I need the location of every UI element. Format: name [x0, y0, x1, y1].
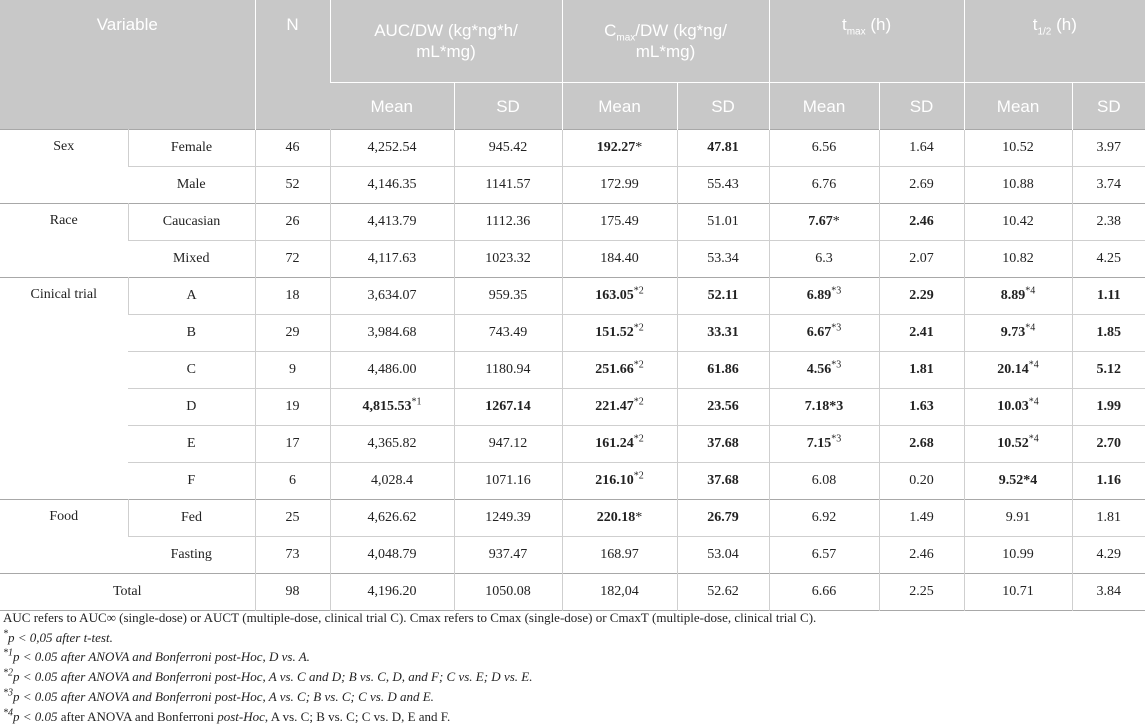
thalf-sd-cell: 3.97 — [1072, 130, 1145, 167]
header-auc-line2: mL*mg) — [416, 42, 476, 61]
row-label: A — [128, 278, 255, 315]
tmax-sd-cell: 1.64 — [879, 130, 964, 167]
significance-mark: *2 — [633, 433, 644, 445]
n-cell: 19 — [255, 389, 330, 426]
table-row — [0, 278, 1145, 315]
footnote-ttest — [3, 628, 1143, 648]
thalf-sd-cell: 1.11 — [1072, 278, 1145, 315]
significance-mark: *2 — [633, 470, 644, 482]
cmax-mean-value: 221.47 — [595, 399, 634, 414]
header-thalf-t: t — [1032, 15, 1038, 34]
footnote-anova-1 — [3, 647, 1143, 667]
thalf-sd-cell: 1.85 — [1072, 315, 1145, 352]
cmax-sd-cell: 23.56 — [677, 389, 769, 426]
cmax-sd-cell: 52.62 — [677, 574, 769, 611]
thalf-sd-cell: 1.99 — [1072, 389, 1145, 426]
tmax-mean-cell — [769, 278, 879, 315]
tmax-mean-cell: 6.92 — [769, 500, 879, 537]
footnote-mark: * — [3, 628, 8, 640]
tmax-sd-cell: 2.25 — [879, 574, 964, 611]
header-thalf-rest: (h) — [1051, 15, 1077, 34]
header-cmax — [562, 0, 769, 83]
significance-mark: *2 — [633, 359, 644, 371]
significance-mark: *3 — [831, 433, 842, 445]
auc-sd-cell: 1180.94 — [454, 352, 562, 389]
cmax-mean-value: 161.24 — [595, 436, 634, 451]
row-label: Mixed — [172, 251, 210, 266]
cmax-mean-cell — [562, 278, 677, 315]
thalf-sd-cell: 2.38 — [1072, 204, 1145, 241]
tmax-sd-cell: 2.69 — [879, 167, 964, 204]
auc-sd-cell: 945.42 — [454, 130, 562, 167]
cmax-mean-cell: 172.99 — [562, 167, 677, 204]
thalf-mean-cell: 10.88 — [964, 167, 1072, 204]
cmax-sd-cell: 52.11 — [677, 278, 769, 315]
n-cell: 72 — [255, 241, 330, 278]
table-row — [0, 315, 1145, 352]
auc-mean-cell: 4,365.82 — [330, 426, 454, 463]
row-label: F — [187, 473, 196, 488]
header-variable: Variable — [0, 0, 255, 130]
thalf-sd-cell: 4.25 — [1072, 241, 1145, 278]
auc-sd-header: SD — [454, 83, 562, 130]
tmax-mean-cell — [769, 426, 879, 463]
tmax-mean-cell: 6.57 — [769, 537, 879, 574]
significance-mark: * — [635, 140, 643, 155]
header-thalf-sub: 1/2 — [1037, 26, 1052, 38]
cmax-mean-cell — [562, 426, 677, 463]
cmax-mean-value: 163.05 — [595, 288, 634, 303]
cmax-mean-cell — [562, 352, 677, 389]
auc-sd-cell: 959.35 — [454, 278, 562, 315]
cmax-mean-cell: 175.49 — [562, 204, 677, 241]
tmax-mean-cell: 6.66 — [769, 574, 879, 611]
n-cell: 9 — [255, 352, 330, 389]
header-n: N — [255, 0, 330, 130]
footnote-auc-definition: AUC refers to AUC∞ (single-dose) or AUCƬ (multiple-dose, clinical trial C). Cmax refers to Cmax (single-dose) or CmaxƬ (multiple-dose, clinical trial C). — [3, 610, 817, 625]
thalf-mean-cell: 10.82 — [964, 241, 1072, 278]
auc-mean-cell: 3,984.68 — [330, 315, 454, 352]
significance-mark: *4 — [1028, 396, 1039, 408]
row-label: D — [186, 399, 197, 414]
header-tmax-t: t — [841, 15, 847, 34]
row-label: C — [186, 362, 196, 377]
cmax-mean-value: 251.66 — [595, 362, 634, 377]
auc-mean-cell: 4,413.79 — [330, 204, 454, 241]
auc-mean-cell: 4,048.79 — [330, 537, 454, 574]
auc-sd-cell: 1249.39 — [454, 500, 562, 537]
thalf-mean-cell: 9.91 — [964, 500, 1072, 537]
thalf-mean-header: Mean — [964, 83, 1072, 130]
footnote-anova-3 — [3, 687, 1143, 707]
thalf-mean-value: 8.89 — [1000, 288, 1026, 303]
footnote-mark: *3 — [3, 687, 13, 699]
tmax-mean-cell — [769, 204, 879, 241]
auc-sd-cell: 937.47 — [454, 537, 562, 574]
footnote-mark: *2 — [3, 667, 13, 679]
footnote-text: p < 0.05 after ANOVA and Bonferroni post-Hoc, A vs. C and D; B vs. C, D, and F; C vs. E; D vs. E. — [13, 669, 533, 685]
header-thalf — [964, 0, 1145, 83]
tmax-sd-header: SD — [879, 83, 964, 130]
auc-mean-header: Mean — [330, 83, 454, 130]
tmax-mean-cell: 6.3 — [769, 241, 879, 278]
table-row — [0, 352, 1145, 389]
cmax-mean-value: 216.10 — [595, 473, 634, 488]
thalf-mean-cell — [964, 389, 1072, 426]
auc-mean-cell: 4,146.35 — [330, 167, 454, 204]
significance-mark: *1 — [411, 396, 422, 408]
cmax-mean-cell: 168.97 — [562, 537, 677, 574]
tmax-mean-cell: 6.08 — [769, 463, 879, 500]
significance-mark: *2 — [633, 322, 644, 334]
n-cell: 29 — [255, 315, 330, 352]
thalf-mean-cell: 10.99 — [964, 537, 1072, 574]
auc-mean-cell: 3,634.07 — [330, 278, 454, 315]
auc-sd-cell: 947.12 — [454, 426, 562, 463]
thalf-mean-cell — [964, 352, 1072, 389]
auc-mean-cell: 4,486.00 — [330, 352, 454, 389]
cmax-mean-cell — [562, 500, 677, 537]
thalf-sd-cell: 1.81 — [1072, 500, 1145, 537]
cmax-mean-value: 220.18 — [596, 510, 636, 525]
thalf-sd-cell: 3.84 — [1072, 574, 1145, 611]
cmax-mean-cell — [562, 389, 677, 426]
cmax-sd-cell: 47.81 — [677, 130, 769, 167]
significance-mark: *3 — [831, 359, 842, 371]
tmax-mean-cell: 6.56 — [769, 130, 879, 167]
group-clinical-trial: Cinical trial — [30, 287, 97, 302]
tmax-mean-value: 6.89 — [806, 288, 832, 303]
tmax-mean-value: 6.67 — [806, 325, 832, 340]
header-tmax — [769, 0, 964, 83]
cmax-sd-cell: 55.43 — [677, 167, 769, 204]
footnote-mark: *1 — [3, 648, 13, 660]
footnote-text: p < 0.05 after ANOVA and Bonferroni post-Hoc, A vs. C; B vs. C; C vs. D and E. — [13, 688, 434, 704]
row-label: Fed — [128, 500, 255, 537]
thalf-sd-cell: 3.74 — [1072, 167, 1145, 204]
auc-mean-cell: 4,626.62 — [330, 500, 454, 537]
significance-mark: * — [832, 214, 840, 229]
tmax-mean-cell — [769, 352, 879, 389]
thalf-mean-value: 10.03 — [997, 399, 1029, 414]
thalf-mean-value: 10.52 — [997, 436, 1029, 451]
footnote-text: p < 0.05 after ANOVA and Bonferroni post-Hoc, D vs. A. — [13, 649, 310, 665]
auc-sd-cell: 1071.16 — [454, 463, 562, 500]
thalf-mean-cell: 10.42 — [964, 204, 1072, 241]
significance-mark: *4 — [1028, 359, 1039, 371]
n-cell: 18 — [255, 278, 330, 315]
cmax-mean-value: 151.52 — [595, 325, 634, 340]
cmax-sd-cell: 33.31 — [677, 315, 769, 352]
footnote-posthoc: post-Hoc — [217, 708, 265, 724]
auc-sd-cell: 1023.32 — [454, 241, 562, 278]
significance-mark: *2 — [633, 396, 644, 408]
tmax-sd-cell: 2.46 — [879, 537, 964, 574]
table-row — [0, 463, 1145, 500]
row-label: E — [186, 436, 196, 451]
table-row — [0, 389, 1145, 426]
header-cmax-rest: /DW (kg*ng/ — [635, 21, 727, 40]
footnote-text: after ANOVA and Bonferroni — [57, 708, 218, 724]
n-cell: 98 — [255, 574, 330, 611]
footnote-anova-4 — [3, 707, 1143, 726]
tmax-mean-value: 4.56 — [806, 362, 832, 377]
group-food: Food — [49, 509, 79, 524]
significance-mark: *3 — [831, 285, 842, 297]
tmax-sd-cell: 0.20 — [879, 463, 964, 500]
tmax-sd-cell: 2.29 — [879, 278, 964, 315]
auc-sd-cell: 1112.36 — [454, 204, 562, 241]
row-label: Male — [176, 177, 206, 192]
cmax-sd-cell: 37.68 — [677, 463, 769, 500]
n-cell: 26 — [255, 204, 330, 241]
group-race: Race — [49, 213, 78, 228]
thalf-mean-cell: 10.52 — [964, 130, 1072, 167]
cmax-sd-cell: 51.01 — [677, 204, 769, 241]
auc-mean-cell: 4,028.4 — [330, 463, 454, 500]
auc-sd-cell: 1141.57 — [454, 167, 562, 204]
thalf-sd-cell: 5.12 — [1072, 352, 1145, 389]
tmax-mean-value: 7.15 — [806, 436, 832, 451]
tmax-mean-cell: 6.76 — [769, 167, 879, 204]
n-cell: 17 — [255, 426, 330, 463]
cmax-mean-header: Mean — [562, 83, 677, 130]
n-cell: 46 — [255, 130, 330, 167]
row-label: Female — [128, 130, 255, 167]
auc-mean-value: 4,815.53 — [362, 399, 412, 414]
header-tmax-sub: max — [846, 26, 866, 38]
cmax-mean-value: 192.27 — [596, 140, 636, 155]
tmax-mean-cell — [769, 315, 879, 352]
footnote-anova-2 — [3, 667, 1143, 687]
header-row — [0, 0, 1145, 83]
cmax-sd-header: SD — [677, 83, 769, 130]
auc-mean-cell — [330, 389, 454, 426]
cmax-sd-cell: 61.86 — [677, 352, 769, 389]
footnote-text: p < 0,05 after t-test. — [8, 629, 113, 645]
header-auc — [330, 0, 562, 83]
auc-sd-cell: 1050.08 — [454, 574, 562, 611]
total-row — [0, 574, 1145, 611]
tmax-mean-cell: 7.18*3 — [769, 389, 879, 426]
n-cell: 6 — [255, 463, 330, 500]
significance-mark: *4 — [1025, 322, 1036, 334]
significance-mark: * — [635, 510, 643, 525]
thalf-sd-header: SD — [1072, 83, 1145, 130]
tmax-sd-cell: 2.41 — [879, 315, 964, 352]
auc-mean-cell: 4,196.20 — [330, 574, 454, 611]
header-tmax-rest: (h) — [865, 15, 892, 34]
cmax-sd-cell: 53.04 — [677, 537, 769, 574]
auc-sd-cell: 743.49 — [454, 315, 562, 352]
table-row — [0, 204, 1145, 241]
cmax-mean-cell — [562, 463, 677, 500]
thalf-mean-cell: 9.52*4 — [964, 463, 1072, 500]
header-cmax-sub: max — [616, 32, 636, 44]
header-cmax-line2: mL*mg) — [635, 42, 696, 61]
thalf-mean-cell — [964, 315, 1072, 352]
cmax-mean-cell: 184.40 — [562, 241, 677, 278]
n-cell: 73 — [255, 537, 330, 574]
thalf-sd-cell: 2.70 — [1072, 426, 1145, 463]
thalf-sd-cell: 1.16 — [1072, 463, 1145, 500]
thalf-mean-cell — [964, 278, 1072, 315]
table-row — [0, 130, 1145, 167]
tmax-mean-value: 7.67 — [808, 214, 833, 229]
group-sex: Sex — [53, 139, 75, 154]
table-row — [0, 241, 1145, 278]
significance-mark: *2 — [633, 285, 644, 297]
significance-mark: *4 — [1028, 433, 1039, 445]
cmax-sd-cell: 53.34 — [677, 241, 769, 278]
auc-sd-cell: 1267.14 — [454, 389, 562, 426]
thalf-mean-value: 9.73 — [1000, 325, 1026, 340]
header-cmax-c: C — [604, 21, 617, 40]
tmax-sd-cell: 2.46 — [879, 204, 964, 241]
tmax-sd-cell: 1.49 — [879, 500, 964, 537]
table-footnotes — [3, 608, 1143, 726]
thalf-mean-cell — [964, 426, 1072, 463]
footnote-p-value: p < 0.05 — [13, 708, 58, 724]
auc-mean-cell: 4,117.63 — [330, 241, 454, 278]
row-label: Caucasian — [128, 204, 255, 241]
significance-mark: *4 — [1025, 285, 1036, 297]
auc-mean-cell: 4,252.54 — [330, 130, 454, 167]
cmax-mean-cell: 182,04 — [562, 574, 677, 611]
tmax-sd-cell: 1.81 — [879, 352, 964, 389]
n-cell: 52 — [255, 167, 330, 204]
header-auc-line1: AUC/DW (kg*ng*h/ — [374, 21, 518, 40]
table-row — [0, 500, 1145, 537]
table-row — [0, 167, 1145, 204]
tmax-sd-cell: 1.63 — [879, 389, 964, 426]
cmax-sd-cell: 26.79 — [677, 500, 769, 537]
significance-mark: *3 — [831, 322, 842, 334]
row-label: Fasting — [170, 547, 212, 562]
cmax-mean-cell — [562, 315, 677, 352]
total-label: Total — [112, 584, 142, 599]
tmax-sd-cell: 2.07 — [879, 241, 964, 278]
table-row — [0, 537, 1145, 574]
row-label: B — [186, 325, 196, 340]
tmax-mean-header: Mean — [769, 83, 879, 130]
thalf-mean-cell: 10.71 — [964, 574, 1072, 611]
table-row — [0, 426, 1145, 463]
cmax-mean-cell — [562, 130, 677, 167]
thalf-sd-cell: 4.29 — [1072, 537, 1145, 574]
cmax-sd-cell: 37.68 — [677, 426, 769, 463]
tmax-sd-cell: 2.68 — [879, 426, 964, 463]
n-cell: 25 — [255, 500, 330, 537]
footnote-text: , A vs. C; B vs. C; C vs. D, E and F. — [264, 708, 451, 724]
thalf-mean-value: 20.14 — [997, 362, 1029, 377]
footnote-mark: *4 — [3, 707, 13, 719]
